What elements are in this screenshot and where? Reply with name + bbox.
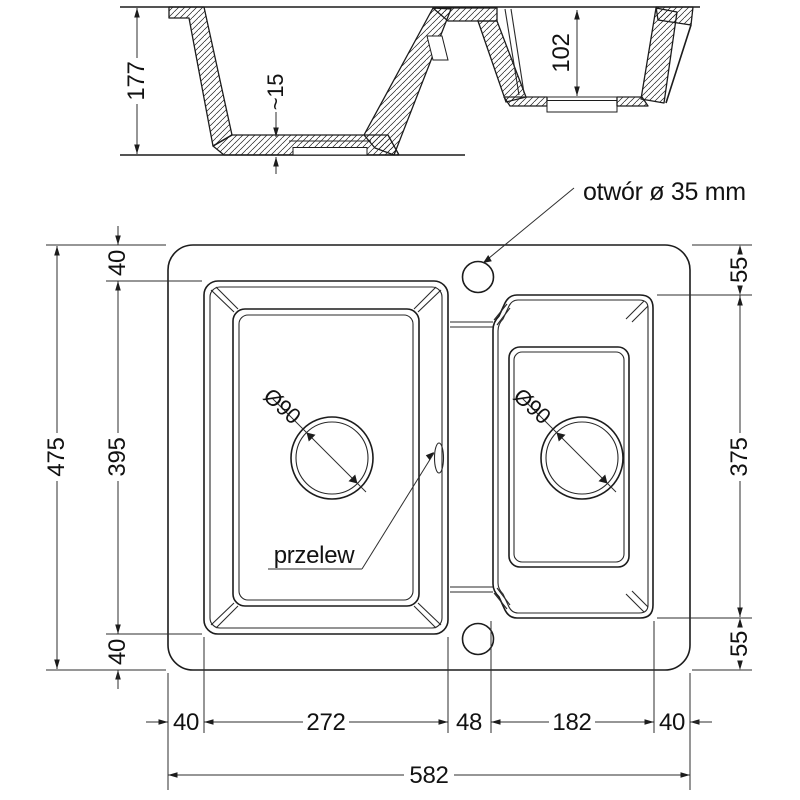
plan-view: [168, 178, 746, 670]
right-bowl: [493, 295, 653, 618]
dim-section-recess: [263, 74, 288, 174]
dim-label-40-top: 40: [104, 249, 131, 277]
tap-hole-bottom: [463, 624, 494, 655]
dim-overall-width: [168, 762, 690, 789]
tap-hole-note: [483, 178, 746, 263]
drain-right-label: Ø90: [508, 383, 556, 429]
dim-label-40-right: 40: [658, 709, 686, 736]
dim-label-40-left: 40: [172, 709, 200, 736]
dim-label-48: 48: [455, 709, 483, 736]
section-divider-left-wall: [364, 8, 451, 155]
section-left-recess: [293, 148, 367, 156]
dim-overall-height: [43, 246, 70, 669]
dim-right-bowl-depth: [548, 10, 580, 96]
dim-label-15: ~15: [263, 73, 288, 111]
dim-label-182: 182: [552, 709, 592, 736]
dim-label-177: 177: [123, 61, 150, 101]
drain-left-label: Ø90: [258, 383, 306, 429]
dim-label-55-bottom: 55: [726, 630, 753, 658]
dim-label-40-bottom: 40: [104, 638, 131, 666]
section-right-recess: [547, 101, 617, 113]
dim-label-375: 375: [726, 437, 753, 477]
dim-label-55-top: 55: [726, 256, 753, 284]
dim-left-bowl-height: [104, 226, 131, 689]
dim-label-272: 272: [306, 709, 346, 736]
overflow: [268, 443, 444, 569]
dimensions: [43, 226, 753, 790]
bowl-channel: [450, 322, 493, 592]
dim-label-475: 475: [43, 437, 70, 477]
dim-bottom-chain: [146, 709, 712, 736]
dim-label-582: 582: [409, 762, 449, 789]
cross-section-view: [120, 7, 700, 174]
dim-section-height: [123, 8, 150, 154]
overflow-label: przelew: [273, 542, 355, 569]
left-bowl: [204, 281, 448, 634]
dim-label-102: 102: [548, 33, 575, 73]
hole-note-label: otwór ø 35 mm: [583, 178, 746, 206]
dim-label-395: 395: [104, 437, 131, 477]
dim-right-bowl-height: [726, 245, 753, 670]
section-left-wall: [169, 7, 232, 146]
tap-hole-top: [463, 262, 494, 293]
section-right-floor-left: [504, 97, 547, 106]
